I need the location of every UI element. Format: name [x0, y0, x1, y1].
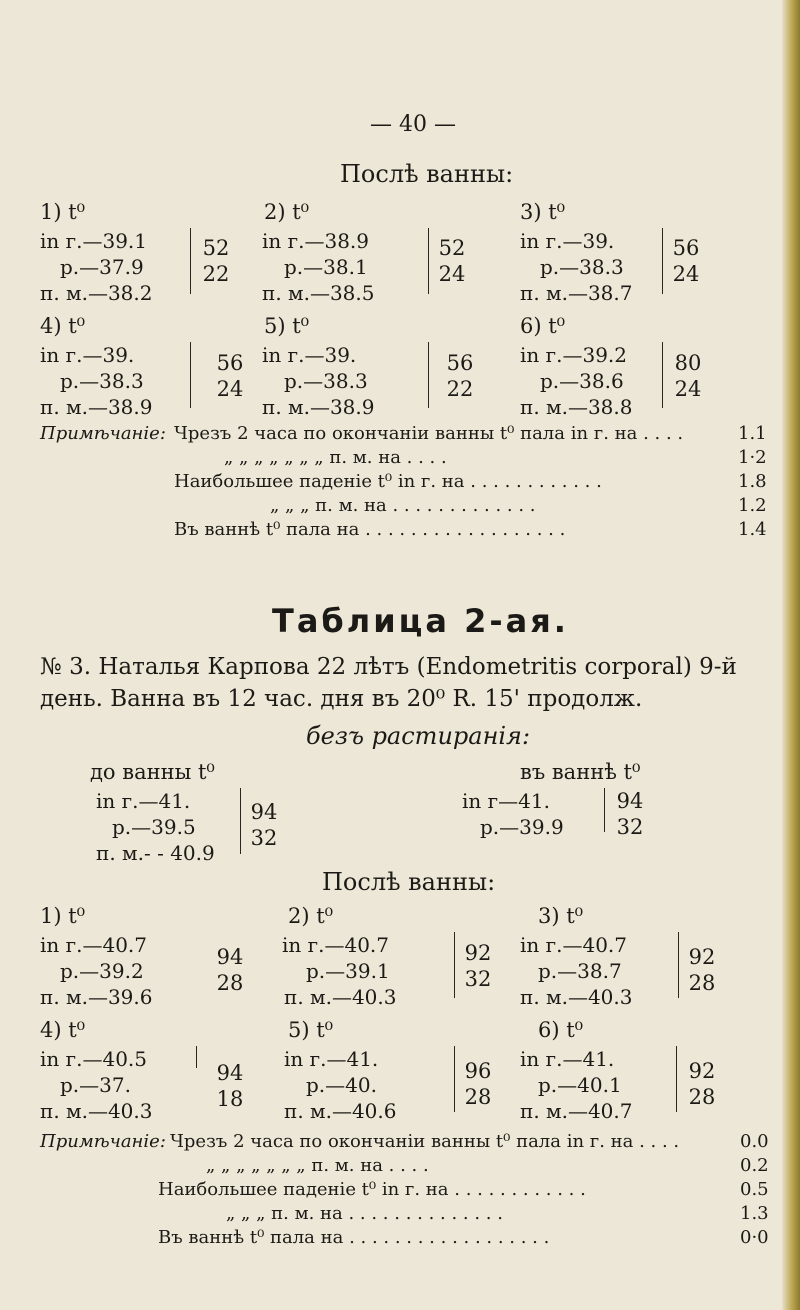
reading-line: р.—38.7: [538, 959, 622, 983]
note-text: Чрезъ 2 часа по окончаніи ванны t⁰ пала in г. на . . . .: [170, 1131, 680, 1152]
resp-value: 22: [446, 377, 474, 401]
pulse-value: 94: [616, 789, 644, 813]
case-header-line1: № 3. Наталья Карпова 22 лѣтъ (Endometritis corporal) 9-й: [40, 654, 737, 680]
pulse-value: 96: [464, 1059, 492, 1083]
divider: [196, 1046, 197, 1068]
pulse-value: 94: [216, 1061, 244, 1085]
reading-line: in г.—41.: [96, 789, 191, 813]
note-prefix: Примѣчаніе:: [40, 1131, 166, 1152]
note-text: Наибольшее паденіе t⁰ in г. на . . . . . . . . . . . .: [174, 471, 602, 492]
note-value: 0.5: [740, 1179, 769, 1200]
resp-value: 28: [216, 971, 244, 995]
reading-line: п. м.—38.8: [520, 395, 633, 419]
note-value: 1.4: [738, 519, 767, 540]
resp-value: 32: [464, 967, 492, 991]
group-label: 5) t⁰: [264, 314, 310, 338]
divider: [678, 932, 679, 998]
note-text: „ „ „ „ „ „ „ п. м. на . . . .: [206, 1155, 429, 1176]
pulse-value: 80: [674, 351, 702, 375]
reading-line: р.—39.1: [306, 959, 390, 983]
divider: [604, 788, 605, 832]
reading-line: р.—39.2: [60, 959, 144, 983]
resp-value: 28: [688, 971, 716, 995]
pulse-value: 52: [202, 236, 230, 260]
reading-line: п. м.—38.7: [520, 281, 633, 305]
reading-line: р.—39.9: [480, 815, 564, 839]
resp-value: 28: [688, 1085, 716, 1109]
reading-line: п. м.—38.9: [40, 395, 153, 419]
page-number: — 40 —: [370, 112, 456, 137]
reading-line: п. м.—38.9: [262, 395, 375, 419]
case-header-line2: день. Ванна въ 12 час. дня въ 20⁰ R. 15' продолж.: [40, 686, 643, 712]
divider: [190, 228, 191, 294]
reading-line: in г.—40.5: [40, 1047, 148, 1071]
resp-value: 22: [202, 262, 230, 286]
divider: [662, 342, 663, 408]
before-bath-label: до ванны t⁰: [90, 760, 215, 784]
reading-line: п. м.—38.2: [40, 281, 153, 305]
pulse-value: 52: [438, 236, 466, 260]
note-value: 0.0: [740, 1131, 769, 1152]
reading-line: in г.—40.7: [40, 933, 148, 957]
note-value: 1.8: [738, 471, 767, 492]
resp-value: 32: [616, 815, 644, 839]
divider: [240, 788, 241, 854]
reading-line: р.—40.: [306, 1073, 377, 1097]
group-label: 6) t⁰: [520, 314, 566, 338]
note-text: „ „ „ „ „ „ „ п. м. на . . . .: [224, 447, 447, 468]
reading-line: п. м.—40.3: [520, 985, 633, 1009]
pulse-value: 56: [216, 351, 244, 375]
reading-line: р.—38.3: [60, 369, 144, 393]
note-text: Наибольшее паденіе t⁰ in г. на . . . . . . . . . . . .: [158, 1179, 586, 1200]
reading-line: р.—39.5: [112, 815, 196, 839]
page-edge: [782, 0, 800, 1310]
resp-value: 24: [674, 377, 702, 401]
reading-line: in г.—40.7: [520, 933, 628, 957]
resp-value: 24: [216, 377, 244, 401]
reading-line: in г.—41.: [520, 1047, 615, 1071]
note-value: 1.1: [738, 423, 767, 444]
divider: [676, 1046, 677, 1112]
reading-line: п. м.—40.3: [40, 1099, 153, 1123]
resp-value: 24: [672, 262, 700, 286]
resp-value: 32: [250, 826, 278, 850]
note-text: Въ ваннѣ t⁰ пала на . . . . . . . . . . . . . . . . . .: [158, 1227, 550, 1248]
group-label: 1) t⁰: [40, 904, 86, 928]
pulse-value: 56: [446, 351, 474, 375]
reading-line: п. м.—40.3: [284, 985, 397, 1009]
group-label: 5) t⁰: [288, 1018, 334, 1042]
note-value: 1.3: [740, 1203, 769, 1224]
reading-line: р.—38.3: [284, 369, 368, 393]
reading-line: п. м.—39.6: [40, 985, 153, 1009]
note-text: „ „ „ п. м. на . . . . . . . . . . . . .: [270, 495, 536, 516]
resp-value: 24: [438, 262, 466, 286]
subtitle: безъ растиранія:: [306, 722, 531, 750]
note-value: 0·0: [740, 1227, 769, 1248]
group-label: 4) t⁰: [40, 314, 86, 338]
divider: [662, 228, 663, 294]
resp-value: 28: [464, 1085, 492, 1109]
reading-line: in г.—38.9: [262, 229, 370, 253]
pulse-value: 94: [250, 800, 278, 824]
reading-line: р.—37.: [60, 1073, 131, 1097]
pulse-value: 92: [688, 945, 716, 969]
reading-line: in г.—41.: [284, 1047, 379, 1071]
note-value: 1·2: [738, 447, 767, 468]
divider: [454, 1046, 455, 1112]
reading-line: in г.—39.: [40, 343, 135, 367]
group-label: 3) t⁰: [538, 904, 584, 928]
group-label: 6) t⁰: [538, 1018, 584, 1042]
reading-line: р.—38.3: [540, 255, 624, 279]
group-label: 4) t⁰: [40, 1018, 86, 1042]
note-text: Въ ваннѣ t⁰ пала на . . . . . . . . . . . . . . . . . .: [174, 519, 566, 540]
group-label: 1) t⁰: [40, 200, 86, 224]
reading-line: п. м.—40.6: [284, 1099, 397, 1123]
reading-line: in г.—39.1: [40, 229, 148, 253]
group-label: 3) t⁰: [520, 200, 566, 224]
table-title: Таблица 2-ая.: [272, 602, 569, 640]
divider: [428, 342, 429, 408]
note-prefix: Примѣчаніе:: [40, 423, 166, 444]
note-text: „ „ „ п. м. на . . . . . . . . . . . . . .: [226, 1203, 503, 1224]
reading-line: in г.—39.2: [520, 343, 628, 367]
reading-line: р.—38.1: [284, 255, 368, 279]
note-value: 1.2: [738, 495, 767, 516]
pulse-value: 92: [688, 1059, 716, 1083]
divider: [454, 932, 455, 998]
reading-line: п. м.- - 40.9: [96, 841, 215, 865]
reading-line: п. м.—38.5: [262, 281, 375, 305]
divider: [190, 342, 191, 408]
note-text: Чрезъ 2 часа по окончаніи ванны t⁰ пала in г. на . . . .: [174, 423, 684, 444]
group-label: 2) t⁰: [264, 200, 310, 224]
reading-line: in г—41.: [462, 789, 550, 813]
reading-line: р.—38.6: [540, 369, 624, 393]
pulse-value: 94: [216, 945, 244, 969]
pulse-value: 92: [464, 941, 492, 965]
reading-line: п. м.—40.7: [520, 1099, 633, 1123]
reading-line: р.—40.1: [538, 1073, 622, 1097]
after-bath-heading: Послѣ ванны:: [322, 868, 496, 896]
reading-line: in г.—39.: [262, 343, 357, 367]
reading-line: р.—37.9: [60, 255, 144, 279]
resp-value: 18: [216, 1087, 244, 1111]
group-label: 2) t⁰: [288, 904, 334, 928]
note-value: 0.2: [740, 1155, 769, 1176]
pulse-value: 56: [672, 236, 700, 260]
after-bath-heading: Послѣ ванны:: [340, 160, 514, 188]
reading-line: in г.—40.7: [282, 933, 390, 957]
reading-line: in г.—39.: [520, 229, 615, 253]
in-bath-label: въ ваннѣ t⁰: [520, 760, 641, 784]
divider: [428, 228, 429, 294]
